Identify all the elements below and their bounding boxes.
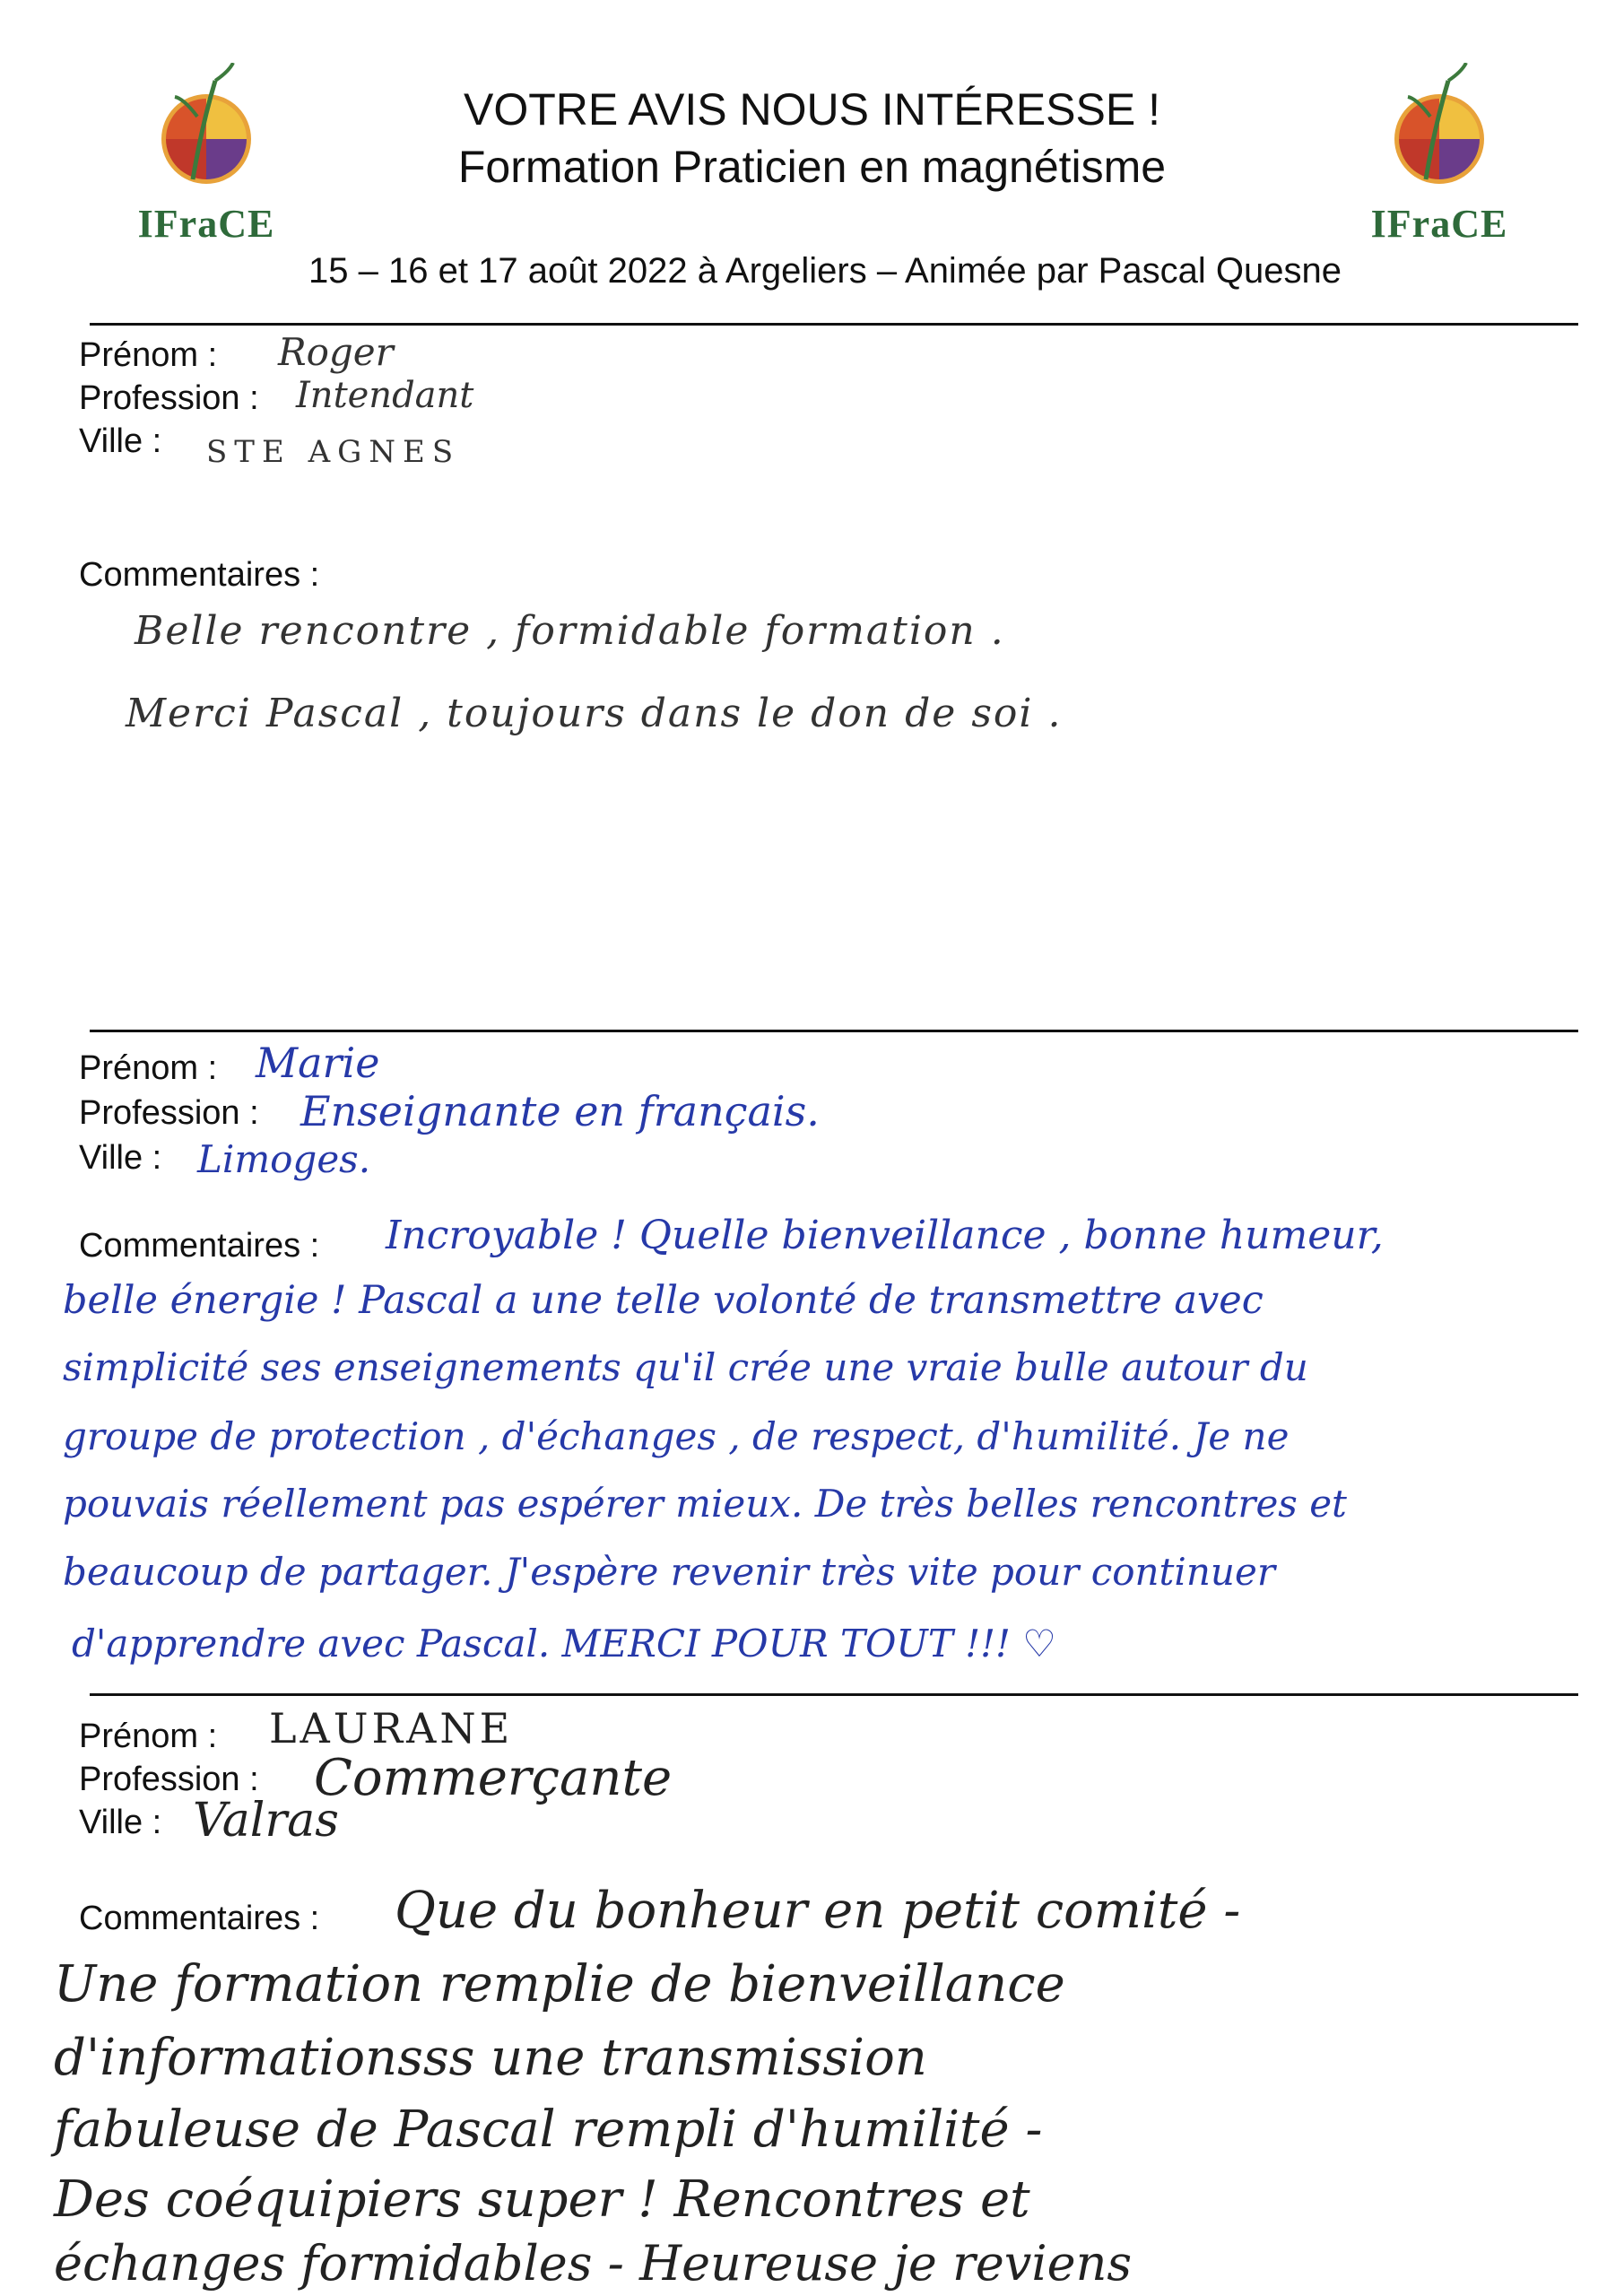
comment-line: Merci Pascal , toujours dans le don de soi . [126, 691, 1063, 736]
brand-name-left: IFraCE [137, 202, 275, 246]
comment-line: simplicité ses enseignements qu'il crée une vraie bulle autour du [63, 1345, 1308, 1389]
prenom-label: Prénom : [79, 1049, 218, 1087]
divider [90, 1030, 1578, 1032]
profession-label: Profession : [79, 379, 259, 417]
divider [90, 1693, 1578, 1696]
ville-value: Limoges. [197, 1137, 371, 1181]
comment-line: groupe de protection , d'échanges , de respect, d'humilité. Je ne [63, 1414, 1290, 1458]
commentaires-label: Commentaires : [79, 1900, 320, 1937]
profession-label: Profession : [79, 1094, 259, 1132]
comment-line: fabuleuse de Pascal rempli d'humilité - [54, 2100, 1043, 2159]
comment-line: Incroyable ! Quelle bienveillance , bonne humeur, [386, 1213, 1384, 1258]
prenom-value: Roger [278, 330, 394, 374]
ville-label: Ville : [79, 1804, 162, 1841]
prenom-label: Prénom : [79, 1718, 218, 1755]
profession-label: Profession : [79, 1761, 259, 1798]
ville-value: STE AGNES [206, 434, 461, 470]
course-dates: 15 – 16 et 17 août 2022 à Argeliers – Animée par Pascal Quesne [308, 251, 1342, 291]
ville-label: Ville : [79, 422, 162, 460]
comment-line: beaucoup de partager. J'espère revenir très vite pour continuer [63, 1550, 1275, 1594]
commentaires-label: Commentaires : [79, 1227, 320, 1265]
divider [90, 323, 1578, 326]
comment-line: pouvais réellement pas espérer mieux. De très belles rencontres et [63, 1482, 1347, 1526]
comment-line: échanges formidables - Heureuse je reviens [54, 2235, 1133, 2292]
prenom-label: Prénom : [79, 336, 218, 374]
comment-line: Que du bonheur en petit comité - [395, 1882, 1241, 1940]
ville-value: Valras [193, 1794, 339, 1848]
prenom-value: Marie [256, 1039, 380, 1087]
comment-line: Des coéquipiers super ! Rencontres et [54, 2170, 1030, 2229]
page-title: VOTRE AVIS NOUS INTÉRESSE ! [463, 84, 1161, 135]
course-title: Formation Praticien en magnétisme [457, 142, 1167, 192]
brand-name-right: IFraCE [1370, 202, 1508, 246]
comment-line: d'apprendre avec Pascal. MERCI POUR TOUT !!! ♡ [72, 1622, 1056, 1665]
prenom-value: LAURANE [269, 1704, 514, 1752]
profession-value: Commerçante [314, 1749, 673, 1807]
profession-value: Enseignante en français. [300, 1087, 820, 1135]
profession-value: Intendant [296, 375, 474, 416]
ville-label: Ville : [79, 1139, 162, 1177]
comment-line: d'informationsss une transmission [54, 2029, 927, 2087]
comment-line: Une formation remplie de bienveillance [54, 1955, 1065, 2013]
comment-line: belle énergie ! Pascal a une telle volonté de transmettre avec [63, 1278, 1264, 1323]
commentaires-label: Commentaires : [79, 556, 320, 594]
comment-line: Belle rencontre , formidable formation . [135, 608, 1005, 654]
